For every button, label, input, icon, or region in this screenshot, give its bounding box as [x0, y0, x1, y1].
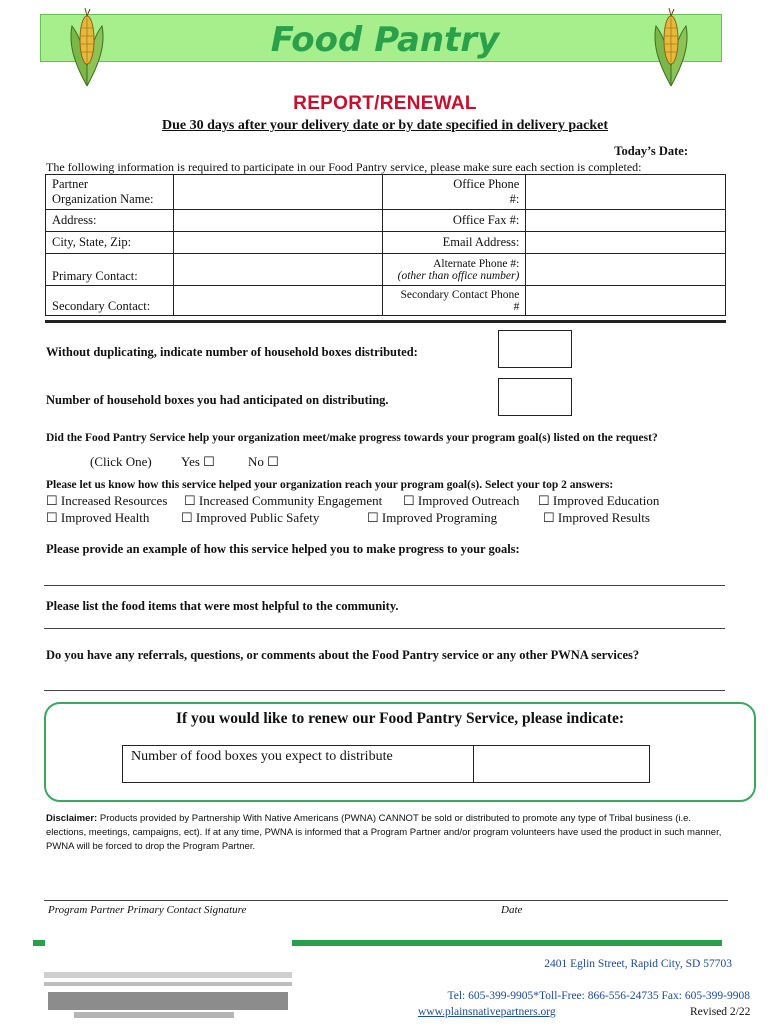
secondary-contact-label: Secondary Contact: — [46, 286, 174, 316]
report-title: REPORT/RENEWAL — [293, 93, 477, 114]
option-increased-resources[interactable]: ☐ Increased Resources — [46, 493, 168, 508]
example-question: Please provide an example of how this service helped you to make progress to your goals: — [46, 542, 520, 556]
pwna-logo-icon — [44, 966, 292, 1024]
expected-boxes-label: Number of food boxes you expect to distribute — [131, 749, 393, 764]
office-phone-field[interactable] — [526, 175, 726, 210]
boxes-anticipated-question: Number of household boxes you had anticipated on distributing. — [46, 393, 389, 407]
secondary-phone-label: Secondary Contact Phone # — [382, 286, 526, 316]
option-improved-health[interactable]: ☐ Improved Health — [46, 510, 150, 525]
option-improved-programing[interactable]: ☐ Improved Programing — [367, 510, 498, 525]
top-answers-question: Please let us know how this service helped your organization reach your program goal(s). Select your top 2 answers: — [46, 479, 614, 491]
office-fax-field[interactable] — [526, 210, 726, 232]
date-field[interactable] — [500, 872, 726, 900]
boxes-distributed-input[interactable] — [498, 330, 572, 368]
alternate-phone-label: Alternate Phone #: (other than office number) — [382, 254, 526, 286]
secondary-phone-field[interactable] — [526, 286, 726, 316]
primary-contact-label: Primary Contact: — [46, 254, 174, 286]
partner-org-label: Partner Organization Name: — [46, 175, 174, 210]
city-state-zip-label: City, State, Zip: — [46, 232, 174, 254]
signature-field[interactable] — [44, 872, 474, 900]
boxes-anticipated-input[interactable] — [498, 378, 572, 416]
click-one-label: (Click One) — [90, 454, 152, 469]
no-checkbox[interactable]: No ☐ — [248, 454, 279, 469]
option-increased-community-engagement[interactable]: ☐ Increased Community Engagement — [184, 493, 383, 508]
page-title: Food Pantry — [270, 20, 500, 60]
goal-progress-question: Did the Food Pantry Service help your organization meet/make progress towards your program goal(s) listed on the request? — [46, 432, 658, 444]
renewal-title: If you would like to renew our Food Pantry Service, please indicate: — [175, 710, 625, 727]
signature-label: Program Partner Primary Contact Signature — [48, 904, 247, 916]
table-bottom-rule — [45, 320, 726, 323]
option-improved-results[interactable]: ☐ Improved Results — [543, 510, 650, 525]
food-items-question: Please list the food items that were most helpful to the community. — [46, 599, 399, 613]
due-date-notice: Due 30 days after your delivery date or by date specified in delivery packet — [161, 118, 609, 133]
example-answer-line[interactable] — [44, 585, 725, 586]
footer-revised: Revised 2/22 — [690, 1006, 751, 1018]
option-improved-education[interactable]: ☐ Improved Education — [538, 493, 660, 508]
option-improved-outreach[interactable]: ☐ Improved Outreach — [403, 493, 520, 508]
date-label: Date — [501, 904, 523, 916]
footer-address: 2401 Eglin Street, Rapid City, SD 57703 — [544, 958, 732, 970]
disclaimer: Disclaimer: Products provided by Partnership With Native Americans (PWNA) CANNOT be sold or distributed to promote any type of Tribal business (i.e. elections, meetings, campaigns, ect). If at any time, PWNA is informed that a Program Partner and/or program volunteers have used the product in such manner, PWNA will be forced to drop the Program Partner. — [46, 813, 722, 852]
todays-date-label[interactable]: Today’s Date: — [614, 144, 688, 158]
yes-checkbox[interactable]: Yes ☐ — [181, 454, 215, 469]
footer-website-link[interactable]: www.plainsnativepartners.org — [418, 1006, 556, 1018]
primary-contact-field[interactable] — [173, 254, 382, 286]
email-label: Email Address: — [382, 232, 526, 254]
footer-bar-right — [292, 940, 722, 946]
boxes-distributed-question: Without duplicating, indicate number of household boxes distributed: — [46, 345, 418, 359]
intro-text: The following information is required to participate in our Food Pantry service, please make sure each section is completed: — [46, 160, 642, 174]
expected-boxes-input[interactable] — [474, 746, 649, 782]
city-state-zip-field[interactable] — [173, 232, 382, 254]
referrals-question: Do you have any referrals, questions, or comments about the Food Pantry service or any other PWNA services? — [46, 648, 640, 662]
option-improved-public-safety[interactable]: ☐ Improved Public Safety — [181, 510, 320, 525]
partner-org-field[interactable] — [173, 175, 382, 210]
office-fax-label: Office Fax #: — [382, 210, 526, 232]
referrals-answer-line[interactable] — [44, 690, 725, 691]
footer-bar-left — [33, 940, 45, 946]
signature-line — [44, 900, 728, 901]
food-items-answer-line[interactable] — [44, 628, 725, 629]
email-field[interactable] — [526, 232, 726, 254]
address-field[interactable] — [173, 210, 382, 232]
footer-phone: Tel: 605-399-9905*Toll-Free: 866-556-24735 Fax: 605-399-9908 — [447, 990, 750, 1002]
partner-info-table — [45, 174, 726, 316]
alternate-phone-field[interactable] — [526, 254, 726, 286]
secondary-contact-field[interactable] — [173, 286, 382, 316]
address-label: Address: — [46, 210, 174, 232]
office-phone-label: Office Phone #: — [382, 175, 526, 210]
